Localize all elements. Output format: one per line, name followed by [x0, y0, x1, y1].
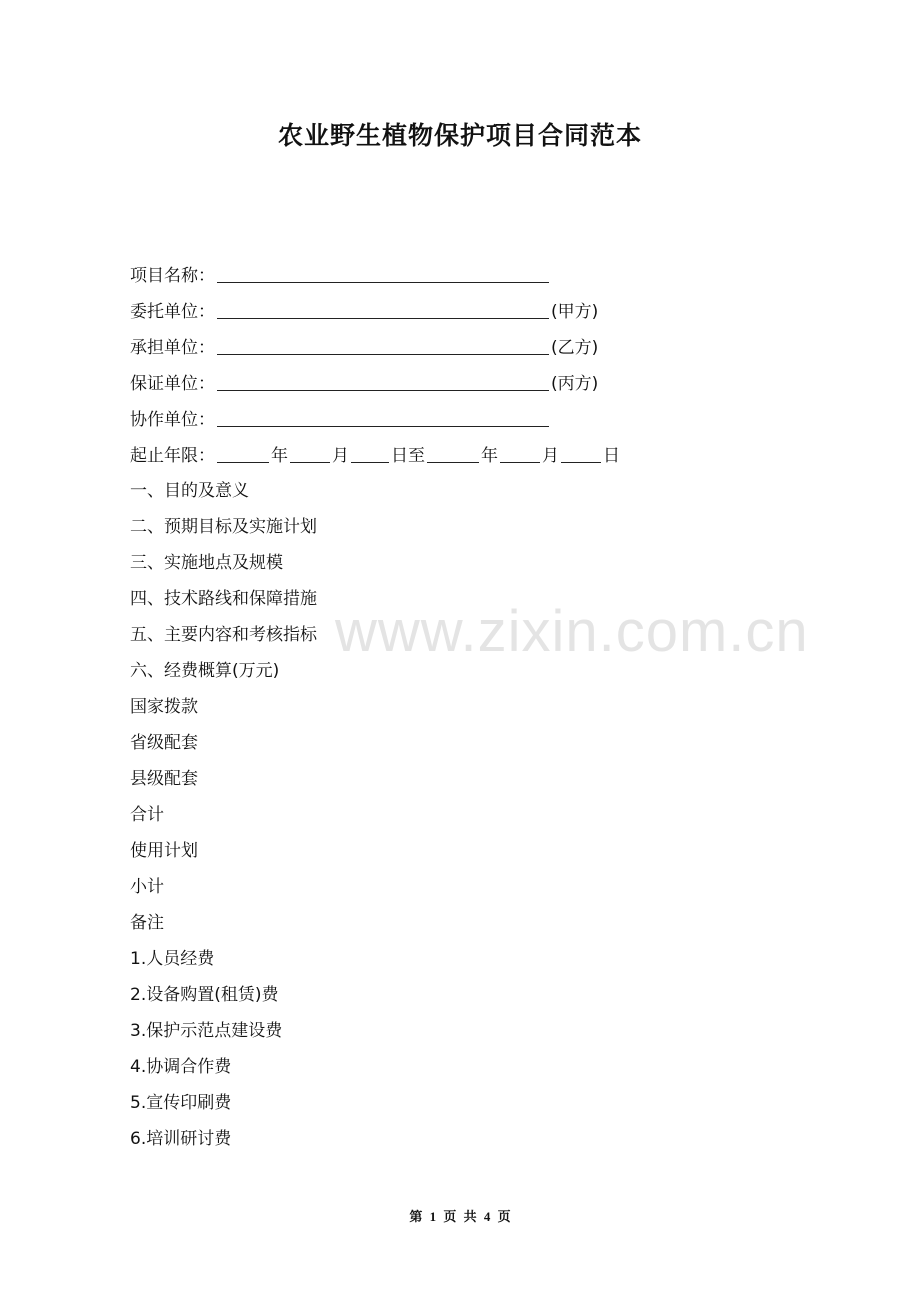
section-line: 四、技术路线和保障措施: [130, 589, 317, 609]
budget-line: 小计: [130, 877, 164, 897]
expense-item: 2.设备购置(租赁)费: [130, 985, 279, 1005]
client-blank[interactable]: [217, 300, 549, 319]
guarantor-row: [130, 370, 598, 396]
expense-item: 1.人员经费: [130, 949, 215, 969]
budget-line: 使用计划: [130, 841, 198, 861]
end-day-blank[interactable]: [561, 444, 601, 463]
client-suffix: (甲方): [551, 302, 599, 322]
contractor-label: 承担单位：: [130, 338, 215, 358]
start-year-unit: 年: [271, 446, 288, 466]
expense-item: 6.培训研讨费: [130, 1129, 232, 1149]
guarantor-suffix: (丙方): [551, 374, 599, 394]
start-month-unit: 月: [332, 446, 349, 466]
page-footer: 第 1 页 共 4 页: [409, 1209, 511, 1224]
budget-line: 备注: [130, 913, 164, 933]
budget-line: 合计: [130, 805, 164, 825]
watermark: www.zixin.com.cn: [335, 599, 809, 664]
section-line: 五、主要内容和考核指标: [130, 625, 317, 645]
period-row: [130, 442, 620, 468]
expense-item: 5.宣传印刷费: [130, 1093, 232, 1113]
end-day-unit: 日: [603, 446, 620, 466]
end-year-unit: 年: [481, 446, 498, 466]
end-month-unit: 月: [542, 446, 559, 466]
section-line: 一、目的及意义: [130, 481, 249, 501]
section-line: 二、预期目标及实施计划: [130, 517, 317, 537]
document-title: 农业野生植物保护项目合同范本: [277, 121, 642, 150]
client-label: 委托单位：: [130, 302, 215, 322]
guarantor-label: 保证单位：: [130, 374, 215, 394]
start-year-blank[interactable]: [217, 444, 269, 463]
client-row: [130, 298, 598, 324]
start-month-blank[interactable]: [290, 444, 330, 463]
project-name-blank[interactable]: [217, 264, 549, 283]
project-name-label: 项目名称：: [130, 266, 215, 286]
start-day-unit: 日至: [391, 446, 425, 466]
contractor-suffix: (乙方): [551, 338, 599, 358]
end-month-blank[interactable]: [500, 444, 540, 463]
expense-item: 4.协调合作费: [130, 1057, 232, 1077]
section-line: 六、经费概算(万元): [130, 661, 280, 681]
budget-line: 县级配套: [130, 769, 198, 789]
expense-item: 3.保护示范点建设费: [130, 1021, 283, 1041]
budget-line: 国家拨款: [130, 697, 198, 717]
collaborator-row: [130, 406, 551, 432]
start-day-blank[interactable]: [351, 444, 389, 463]
end-year-blank[interactable]: [427, 444, 479, 463]
collaborator-blank[interactable]: [217, 408, 549, 427]
contractor-row: [130, 334, 598, 360]
section-line: 三、实施地点及规模: [130, 553, 283, 573]
guarantor-blank[interactable]: [217, 372, 549, 391]
budget-line: 省级配套: [130, 733, 198, 753]
project-name-row: [130, 262, 551, 288]
period-label: 起止年限：: [130, 446, 215, 466]
collaborator-label: 协作单位：: [130, 410, 215, 430]
contractor-blank[interactable]: [217, 336, 549, 355]
